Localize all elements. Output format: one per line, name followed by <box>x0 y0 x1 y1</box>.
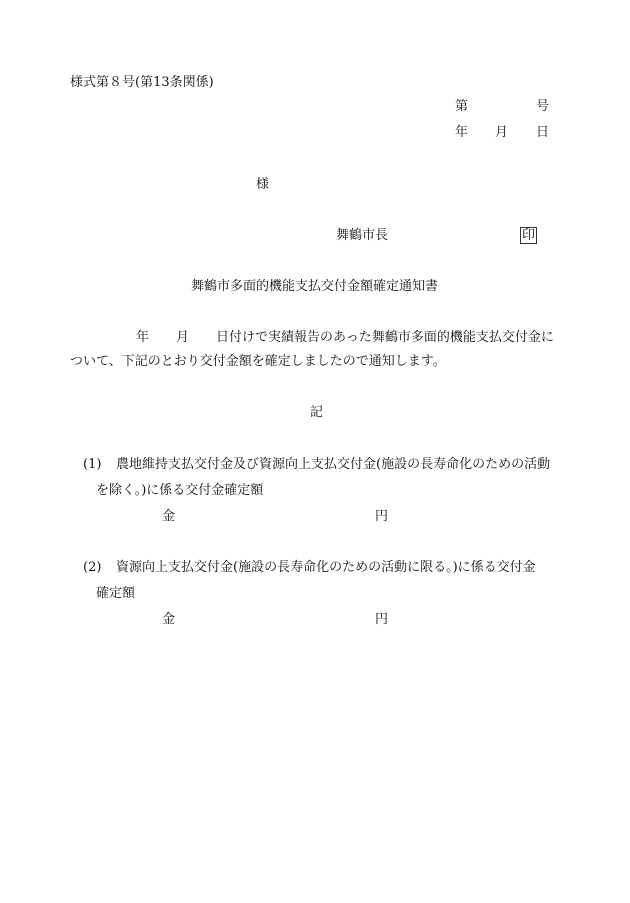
form-label: 様式第８号(第13条関係) <box>70 75 214 90</box>
date-day: 日 <box>536 125 550 140</box>
date-month: 月 <box>495 125 509 140</box>
item-1-line1: 農地維持支払交付金及び資源向上支払交付金(施設の長寿命化のための活動 <box>116 457 551 472</box>
date-year: 年 <box>455 125 469 140</box>
item-1-kin: 金 <box>162 509 176 524</box>
number-go: 号 <box>536 99 550 114</box>
item-1-line2: を除く。)に係る交付金確定額 <box>96 483 264 498</box>
body-year: 年 <box>136 330 150 345</box>
item-2-line1: 資源向上支払交付金(施設の長寿命化のための活動に限る。)に係る交付金 <box>116 560 536 575</box>
item-2-yen: 円 <box>375 612 389 627</box>
body-line2: ついて、下記のとおり交付金額を確定しましたので通知します。 <box>70 354 446 369</box>
item-2-kin: 金 <box>162 612 176 627</box>
issuer-mayor: 舞鶴市長 <box>336 228 389 243</box>
document-title: 舞鶴市多面的機能支払交付金額確定通知書 <box>191 279 439 294</box>
addressee-sama: 様 <box>256 177 270 192</box>
item-1-yen: 円 <box>375 509 389 524</box>
seal-text: 印 <box>522 228 536 243</box>
body-line1-rest: 日付けで実績報告のあった舞鶴市多面的機能支払交付金に <box>216 330 554 345</box>
item-2-line2: 確定額 <box>96 586 136 601</box>
item-2-number: (2) <box>83 560 102 575</box>
ki-heading: 記 <box>310 405 324 420</box>
item-1-number: (1) <box>83 457 102 472</box>
number-dai: 第 <box>455 99 469 114</box>
body-month: 月 <box>176 330 190 345</box>
seal-mark <box>520 227 537 244</box>
